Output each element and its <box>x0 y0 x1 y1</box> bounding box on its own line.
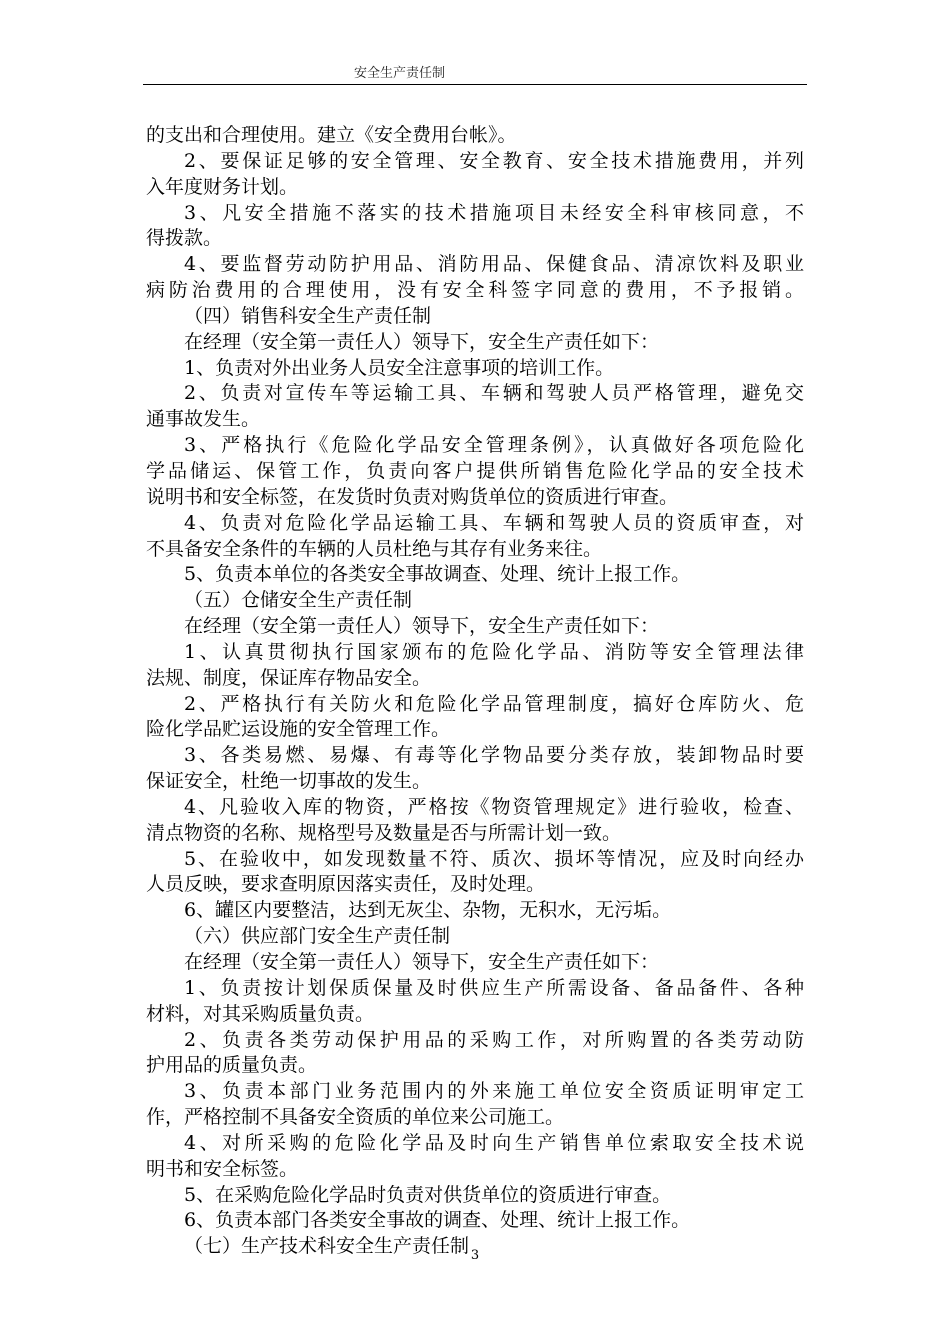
text-line: 在经理（安全第一责任人）领导下，安全生产责任如下： <box>184 330 660 353</box>
text-line: 人员反映，要求查明原因落实责任，及时处理。 <box>146 873 546 896</box>
text-line: 病防治费用的合理使用，没有安全科签字同意的费用，不予报销。 <box>146 279 804 302</box>
text-line: （五）仓储安全生产责任制 <box>184 589 413 612</box>
running-header-title: 安全生产责任制 <box>354 66 446 81</box>
text-line: 说明书和安全标签，在发货时负责对购货单位的资质进行审查。 <box>146 485 679 508</box>
text-line: 保证安全，杜绝一切事故的发生。 <box>146 770 432 793</box>
text-line: 4、凡验收入库的物资，严格按《物资管理规定》进行验收，检查、 <box>184 795 804 818</box>
text-line: 入年度财务计划。 <box>146 175 299 198</box>
text-line: 5、在验收中，如发现数量不符、质次、损坏等情况，应及时向经办 <box>184 847 804 870</box>
header-rule <box>143 84 807 85</box>
text-line: （七）生产技术科安全生产责任制 <box>184 1235 470 1258</box>
text-line: 的支出和合理使用。建立《安全费用台帐》。 <box>146 124 517 146</box>
text-line: 清点物资的名称、规格型号及数量是否与所需计划一致。 <box>146 821 622 844</box>
text-line: 明书和安全标签。 <box>146 1157 299 1180</box>
text-line: 5、负责本单位的各类安全事故调查、处理、统计上报工作。 <box>184 563 691 586</box>
text-line: 在经理（安全第一责任人）领导下，安全生产责任如下： <box>184 615 660 638</box>
text-line: 6、罐区内要整洁，达到无灰尘、杂物，无积水，无污垢。 <box>184 899 672 922</box>
text-line: 3、严格执行《危险化学品安全管理条例》，认真做好各项危险化 <box>184 434 804 457</box>
text-line: 2、严格执行有关防火和危险化学品管理制度，搞好仓库防火、危 <box>184 692 804 715</box>
text-line: 1、负责按计划保质保量及时供应生产所需设备、备品备件、各种 <box>184 976 804 999</box>
page-number: 3 <box>470 1248 480 1263</box>
text-line: 6、负责本部门各类安全事故的调查、处理、统计上报工作。 <box>184 1209 691 1232</box>
text-line: 4、对所采购的危险化学品及时向生产销售单位索取安全技术说 <box>184 1131 804 1154</box>
text-line: 得拨款。 <box>146 227 223 250</box>
text-line: （六）供应部门安全生产责任制 <box>184 925 451 948</box>
text-line: 5、在采购危险化学品时负责对供货单位的资质进行审查。 <box>184 1183 672 1206</box>
text-line: 1、负责对外出业务人员安全注意事项的培训工作。 <box>184 356 615 379</box>
text-line: （四）销售科安全生产责任制 <box>184 304 432 327</box>
text-line: 4、负责对危险化学品运输工具、车辆和驾驶人员的资质审查，对 <box>184 511 804 534</box>
text-line: 学品储运、保管工作，负责向客户提供所销售危险化学品的安全技术 <box>146 459 804 482</box>
text-line: 作，严格控制不具备安全资质的单位来公司施工。 <box>146 1106 565 1129</box>
text-line: 3、各类易燃、易爆、有毒等化学物品要分类存放，装卸物品时要 <box>184 744 804 767</box>
text-line: 2、负责各类劳动保护用品的采购工作，对所购置的各类劳动防 <box>184 1028 804 1051</box>
text-line: 在经理（安全第一责任人）领导下，安全生产责任如下： <box>184 951 660 973</box>
text-line: 1、认真贯彻执行国家颁布的危险化学品、消防等安全管理法律 <box>184 640 804 663</box>
text-line: 险化学品贮运设施的安全管理工作。 <box>146 718 451 741</box>
text-line: 护用品的质量负责。 <box>146 1054 318 1077</box>
text-line: 2、要保证足够的安全管理、安全教育、安全技术措施费用，并列 <box>184 149 804 172</box>
text-line: 通事故发生。 <box>146 408 261 431</box>
text-line: 不具备安全条件的车辆的人员杜绝与其存有业务来往。 <box>146 537 603 560</box>
text-line: 2、负责对宣传车等运输工具、车辆和驾驶人员严格管理，避免交 <box>184 382 804 405</box>
text-line: 3、凡安全措施不落实的技术措施项目未经安全科审核同意，不 <box>184 201 804 224</box>
document-body <box>146 123 804 1260</box>
text-line: 法规、制度，保证库存物品安全。 <box>146 666 432 689</box>
text-line: 4、要监督劳动防护用品、消防用品、保健食品、清凉饮料及职业 <box>184 253 804 276</box>
text-line: 材料，对其采购质量负责。 <box>146 1002 375 1025</box>
text-line: 3、负责本部门业务范围内的外来施工单位安全资质证明审定工 <box>184 1080 804 1103</box>
